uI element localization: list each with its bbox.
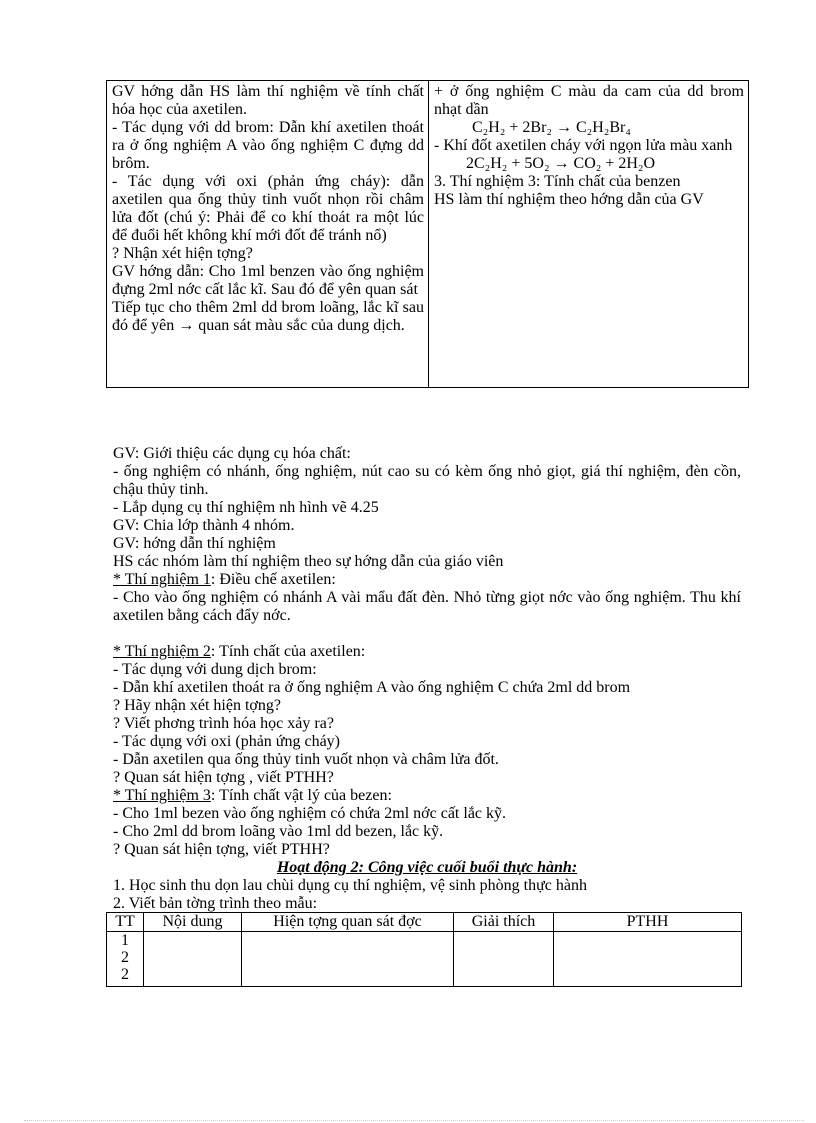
experiment-2-label: * Thí nghiệm 2 [113, 643, 211, 660]
col-header-equation: PTHH [554, 913, 742, 932]
experiment-1-heading [113, 571, 741, 589]
report-table [106, 912, 742, 987]
right-text-2: - Khí đốt axetilen cháy với ngọn lửa màu xanh [434, 137, 733, 154]
experiment-2-heading [113, 643, 741, 661]
report-body-row [107, 932, 742, 987]
experiment-3-title: : Tính chất vật lý của bezen: [210, 787, 392, 804]
student-activity-cell [429, 81, 749, 388]
body-line: GV: hớng dẫn thí nghiệm [113, 535, 276, 552]
guidance-table [106, 80, 749, 388]
body-line: - Dẫn khí axetilen thoát ra ở ống nghiệm A vào ống nghiệm C chứa 2ml dd brom [113, 679, 631, 696]
section-title: Hoạt động 2: Công việc cuối buổi thực hành: [276, 859, 578, 876]
tt-value: 2 [121, 966, 129, 983]
phenomenon-cell [242, 932, 454, 987]
tt-value: 2 [121, 949, 129, 966]
equation-combustion: 2C₂H₂ + 5O₂ → CO₂ + 2H₂O [466, 155, 656, 172]
tt-value: 1 [121, 932, 129, 949]
body-line: - Dẫn axetilen qua ống thủy tinh vuốt nhọn và châm lửa đốt. [113, 751, 499, 768]
body-line: - ống nghiệm có nhánh, ống nghiệm, nút cao su có kèm ống nhỏ giọt, giá thí nghiệm, đèn cồn, chậu thủy tinh. [113, 463, 741, 498]
left-text-5: GV hớng dẫn: Cho 1ml benzen vào ống nghiệm đựng 2ml nớc cất lắc kĩ. Sau đó để yên quan sát [112, 263, 424, 298]
experiment-3-label: * Thí nghiệm 3 [113, 787, 211, 804]
content-cell [144, 932, 242, 987]
left-text-2: - Tác dụng với dd brom: Dẫn khí axetilen thoát ra ở ống nghiệm A vào ống nghiệm C đựng dd brôm. [112, 119, 424, 172]
body-line: - Cho 1ml bezen vào ống nghiệm có chứa 2ml nớc cất lắc kỹ. [113, 805, 507, 822]
col-header-tt: TT [107, 913, 144, 932]
experiment-2-title: : Tính chất của axetilen: [210, 643, 366, 660]
left-text-3: - Tác dụng với oxi (phản ứng cháy): dẫn axetilen qua ống thủy tinh vuốt nhọn rồi châm lửa đốt (chú ý: Phải để co khí thoát ra một lúc để đuổi hết không khí mới đốt để tránh nổ) [112, 173, 424, 244]
right-text-1: + ở ống nghiệm C màu da cam của dd brom nhạt dần [434, 83, 744, 118]
body-line: GV: Chia lớp thành 4 nhóm. [113, 517, 295, 534]
report-header-row [107, 913, 742, 932]
col-header-explanation: Giải thích [454, 913, 554, 932]
equation-bromine: C₂H₂ + 2Br₂ → C₂H₂Br₄ [472, 119, 631, 136]
teacher-activity-cell [107, 81, 429, 388]
right-text-4: HS làm thí nghiệm theo hớng dẫn của GV [434, 191, 704, 208]
body-line: ? Hãy nhận xét hiện tợng? [113, 697, 281, 714]
experiment-1-title: : Điều chế axetilen: [210, 571, 336, 588]
body-line: - Tác dụng với dung dịch brom: [113, 661, 317, 678]
left-text-6: Tiếp tục cho thêm 2ml dd brom loãng, lắc kĩ sau đó để yên → quan sát màu sắc của dung dịch. [112, 299, 424, 334]
experiment-1-label: * Thí nghiệm 1 [113, 571, 211, 588]
body-line: 2. Viết bản tờng trình theo mẫu: [113, 895, 318, 912]
body-line: - Cho vào ống nghiệm có nhánh A vài mẩu đất đèn. Nhỏ từng giọt nớc vào ống nghiệm. Thu khí axetilen bằng cách đẩy nớc. [113, 589, 741, 624]
body-line: ? Quan sát hiện tợng, viết PTHH? [113, 841, 330, 858]
body-line: - Cho 2ml dd brom loãng vào 1ml dd bezen, lắc kỹ. [113, 823, 444, 840]
page-edge-divider [24, 1120, 804, 1121]
right-text-3: 3. Thí nghiệm 3: Tính chất của benzen [434, 173, 681, 190]
experiment-3-heading [113, 787, 741, 805]
body-line: ? Quan sát hiện tợng , viết PTHH? [113, 769, 334, 786]
explanation-cell [454, 932, 554, 987]
col-header-phenomenon: Hiện tợng quan sát đợc [242, 913, 454, 932]
body-line: ? Viết phơng trình hóa học xảy ra? [113, 715, 334, 732]
left-text-4: ? Nhận xét hiện tợng? [112, 245, 253, 262]
body-line: 1. Học sinh thu dọn lau chùi dụng cụ thí nghiệm, vệ sinh phòng thực hành [113, 877, 587, 894]
blank-line [113, 625, 741, 643]
body-line: - Tác dụng với oxi (phản ứng cháy) [113, 733, 340, 750]
lesson-body [113, 445, 741, 913]
equation-cell [554, 932, 742, 987]
body-line: HS các nhóm làm thí nghiệm theo sự hớng dẫn của giáo viên [113, 553, 504, 570]
body-line: - Lắp dụng cụ thí nghiệm nh hình vẽ 4.25 [113, 499, 379, 516]
col-header-content: Nội dung [144, 913, 242, 932]
left-text-1: GV hớng dẫn HS làm thí nghiệm về tính chất hóa học của axetilen. [112, 83, 424, 118]
tt-cell [107, 932, 144, 987]
body-line: GV: Giới thiệu các dụng cụ hóa chất: [113, 445, 351, 462]
